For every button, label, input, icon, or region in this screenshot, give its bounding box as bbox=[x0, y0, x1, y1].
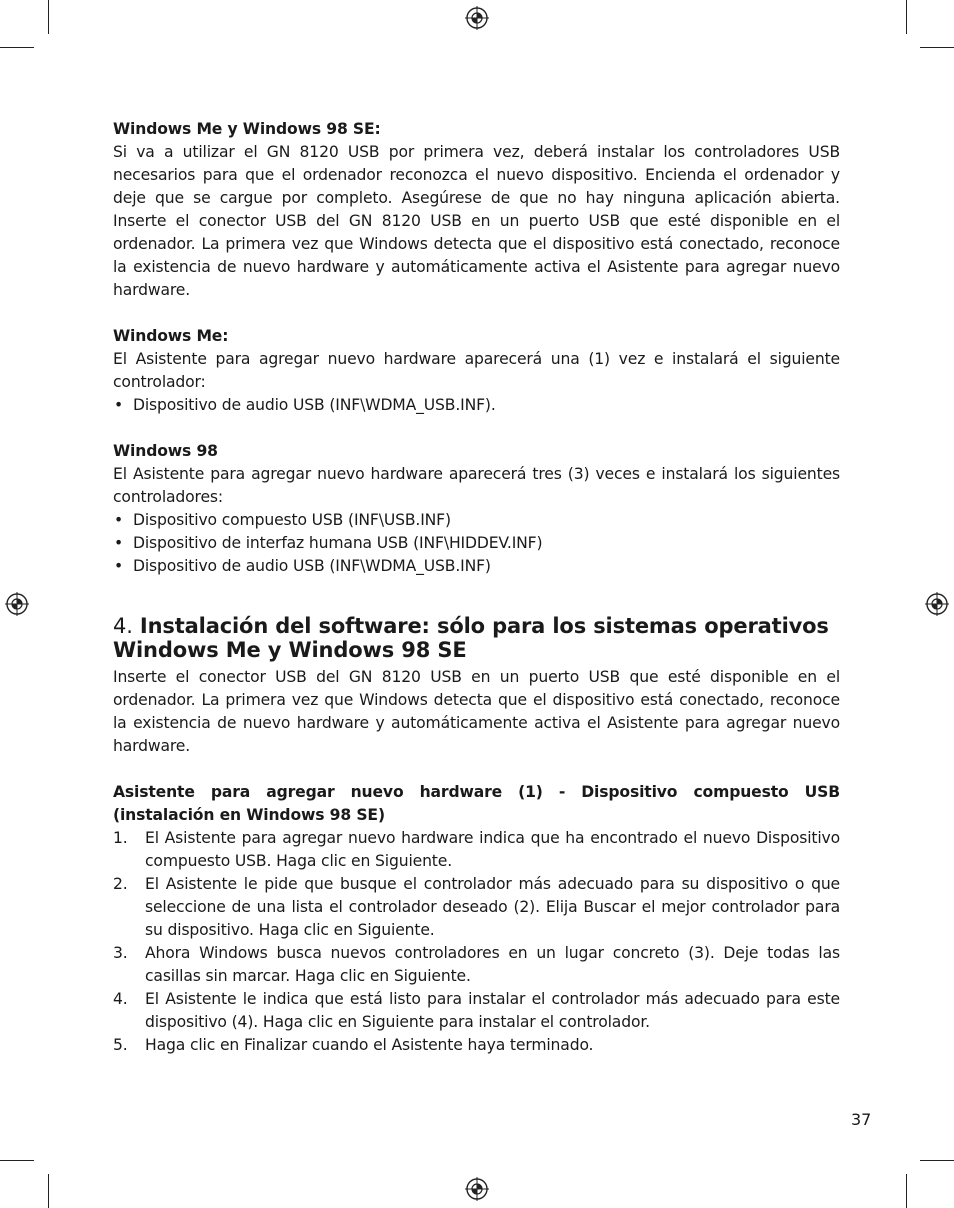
list-item: • Dispositivo de audio USB (INF\WDMA_USB.INF) bbox=[113, 555, 840, 578]
bullet-list bbox=[113, 394, 840, 417]
step-text: Ahora Windows busca nuevos controladores en un lugar concreto (3). Deje todas las casillas sin marcar. Haga clic en Siguiente. bbox=[145, 944, 840, 985]
step-item bbox=[113, 1034, 840, 1057]
step-item bbox=[113, 988, 840, 1034]
section-title bbox=[113, 614, 840, 662]
step-list bbox=[113, 827, 840, 1057]
registration-mark-icon bbox=[5, 592, 29, 616]
step-item bbox=[113, 827, 840, 873]
step-number: 3. bbox=[113, 944, 128, 962]
subsection-heading: Asistente para agregar nuevo hardware (1) - Dispositivo compuesto USB (instalación en Windows 98 SE) bbox=[113, 783, 840, 824]
step-text: Haga clic en Finalizar cuando el Asistente haya terminado. bbox=[145, 1036, 594, 1054]
list-item: • Dispositivo de interfaz humana USB (INF\HIDDEV.INF) bbox=[113, 532, 840, 555]
section-heading: Windows 98 bbox=[113, 442, 218, 460]
crop-mark bbox=[48, 0, 49, 34]
step-item bbox=[113, 942, 840, 988]
crop-mark bbox=[920, 47, 954, 48]
registration-mark-icon bbox=[465, 1177, 489, 1201]
paragraph: El Asistente para agregar nuevo hardware aparecerá una (1) vez e instalará el siguiente controlador: bbox=[113, 350, 840, 391]
page-content bbox=[113, 118, 840, 1057]
registration-mark-icon bbox=[465, 6, 489, 30]
step-number: 1. bbox=[113, 829, 128, 847]
step-text: El Asistente para agregar nuevo hardware indica que ha encontrado el nuevo Dispositivo compuesto USB. Haga clic en Siguiente. bbox=[145, 829, 840, 870]
step-item bbox=[113, 873, 840, 942]
step-number: 5. bbox=[113, 1036, 128, 1054]
bullet-icon: • bbox=[114, 557, 124, 575]
page-number: 37 bbox=[851, 1110, 872, 1129]
step-text: El Asistente le indica que está listo para instalar el controlador más adecuado para este dispositivo (4). Haga clic en Siguiente para instalar el controlador. bbox=[145, 990, 840, 1031]
paragraph: Si va a utilizar el GN 8120 USB por primera vez, deberá instalar los controladores USB necesarios para que el ordenador reconozca el nuevo dispositivo. Encienda el ordenador y deje que se cargue por completo. Asegúrese de que no hay ninguna aplicación abierta. Inserte el conector USB del GN 8120 USB en un puerto USB que esté disponible en el ordenador. La primera vez que Windows detecta que el dispositivo está conectado, reconoce la existencia de nuevo hardware y automáticamente activa el Asistente para agregar nuevo hardware. bbox=[113, 143, 840, 299]
crop-mark bbox=[48, 1174, 49, 1208]
crop-mark bbox=[920, 1160, 954, 1161]
section-heading: Windows Me y Windows 98 SE: bbox=[113, 120, 381, 138]
paragraph: El Asistente para agregar nuevo hardware aparecerá tres (3) veces e instalará los siguientes controladores: bbox=[113, 465, 840, 506]
crop-mark bbox=[906, 0, 907, 34]
list-item: • Dispositivo compuesto USB (INF\USB.INF) bbox=[113, 509, 840, 532]
bullet-icon: • bbox=[114, 511, 124, 529]
step-text: El Asistente le pide que busque el controlador más adecuado para su dispositivo o que seleccione de una lista el controlador deseado (2). Elija Buscar el mejor controlador para su dispositivo. Haga clic en Siguiente. bbox=[145, 875, 840, 939]
section-title-text: Instalación del software: sólo para los sistemas operativos Windows Me y Windows 98 SE bbox=[113, 614, 829, 662]
bullet-icon: • bbox=[114, 534, 124, 552]
step-number: 4. bbox=[113, 990, 128, 1008]
crop-mark bbox=[906, 1174, 907, 1208]
bullet-list bbox=[113, 509, 840, 578]
bullet-icon: • bbox=[114, 396, 124, 414]
list-item: • Dispositivo de audio USB (INF\WDMA_USB.INF). bbox=[113, 394, 840, 417]
crop-mark bbox=[0, 47, 34, 48]
step-number: 2. bbox=[113, 875, 128, 893]
crop-mark bbox=[0, 1160, 34, 1161]
section-heading: Windows Me: bbox=[113, 327, 229, 345]
registration-mark-icon bbox=[925, 592, 949, 616]
paragraph: Inserte el conector USB del GN 8120 USB en un puerto USB que esté disponible en el ordenador. La primera vez que Windows detecta que el dispositivo está conectado, reconoce la existencia de nuevo hardware y automáticamente activa el Asistente para agregar nuevo hardware. bbox=[113, 668, 840, 755]
section-number: 4. bbox=[113, 614, 133, 638]
